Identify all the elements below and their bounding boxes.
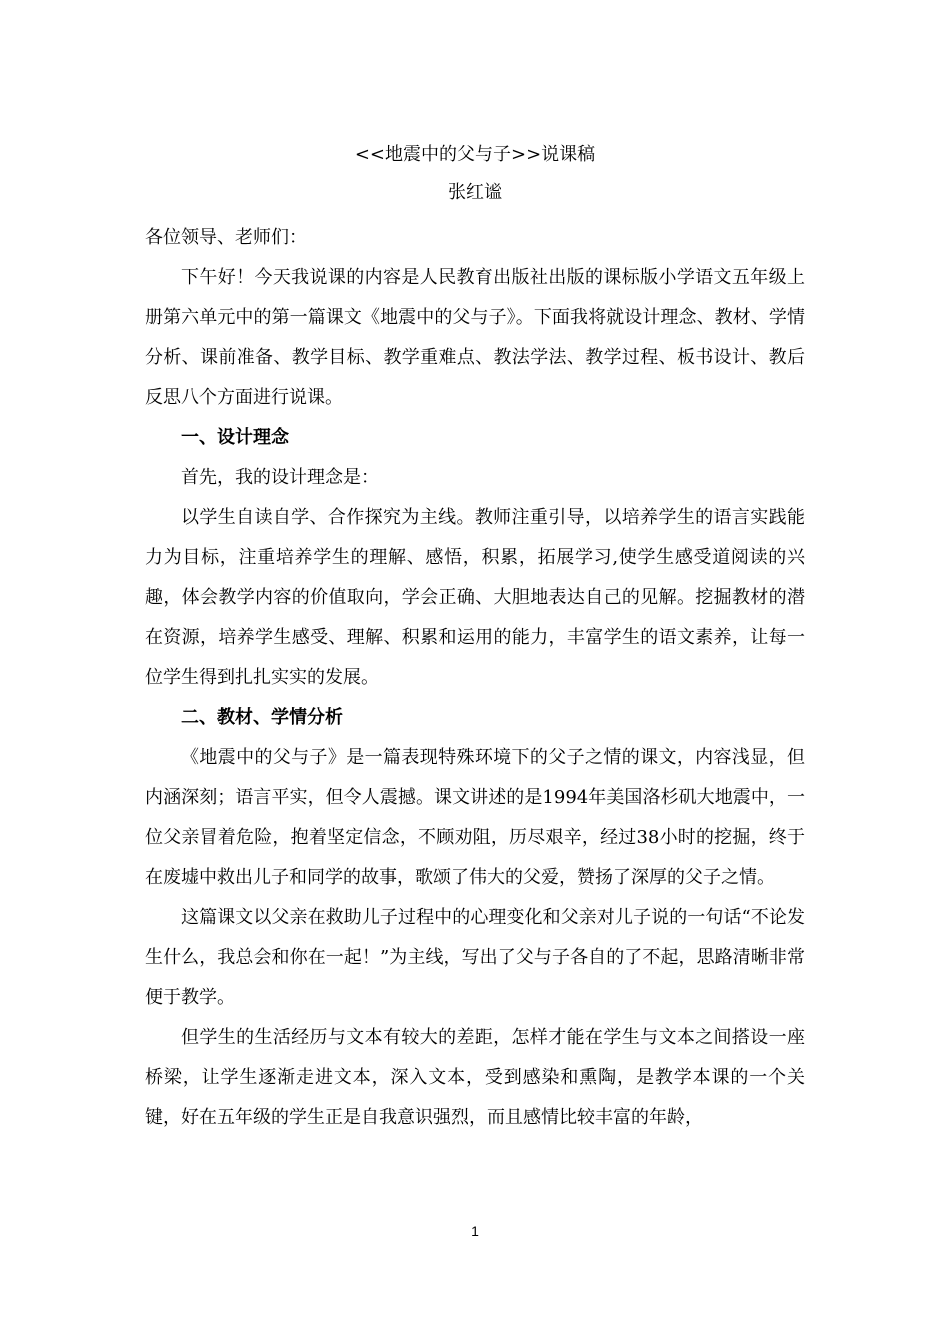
- paragraph: 以学生自读自学、合作探究为主线。教师注重引导，以培养学生的语言实践能力为目标，注重培养学生的理解、感悟，积累，拓展学习,使学生感受道阅读的兴趣，体会教学内容的价值取向，学会正确、大胆地表达自己的见解。挖掘教材的潜在资源，培养学生感受、理解、积累和运用的能力，丰富学生的语文素养，让每一位学生得到扎扎实实的发展。: [145, 507, 805, 688]
- section-heading-textbook-analysis: 二、教材、学情分析: [181, 707, 343, 728]
- paragraph: 《地震中的父与子》是一篇表现特殊环境下的父子之情的课文，内容浅显，但内涵深刻；语言平实，但令人震撼。课文讲述的是1994年美国洛杉矶大地震中，一位父亲冒着危险，抱着坚定信念，不顾劝阻，历尽艰辛，经过38小时的挖掘，终于在废墟中救出儿子和同学的故事，歌颂了伟大的父爱，赞扬了深厚的父子之情。: [145, 747, 805, 888]
- section-heading-design-concept: 一、设计理念: [181, 427, 289, 448]
- paragraph: 但学生的生活经历与文本有较大的差距，怎样才能在学生与文本之间搭设一座桥梁，让学生逐渐走进文本，深入文本，受到感染和熏陶，是教学本课的一个关键，好在五年级的学生正是自我意识强烈，而且感情比较丰富的年龄，: [145, 1027, 805, 1128]
- document-title: <<地震中的父与子>>说课稿: [354, 144, 596, 165]
- greeting: 各位领导、老师们：: [145, 227, 307, 248]
- intro-paragraph: 下午好！今天我说课的内容是人民教育出版社出版的课标版小学语文五年级上册第六单元中的第一篇课文《地震中的父与子》。下面我将就设计理念、教材、学情分析、课前准备、教学目标、教学重难点、教法学法、教学过程、板书设计、教后反思八个方面进行说课。: [145, 267, 805, 408]
- document-body: [145, 218, 805, 1138]
- document-author: 张红谧: [448, 182, 502, 203]
- page-number: 1: [471, 1223, 479, 1239]
- paragraph: 首先，我的设计理念是：: [181, 467, 379, 488]
- paragraph: 这篇课文以父亲在救助儿子过程中的心理变化和父亲对儿子说的一句话“不论发生什么，我总会和你在一起！”为主线，写出了父与子各自的了不起，思路清晰非常便于教学。: [145, 907, 805, 1008]
